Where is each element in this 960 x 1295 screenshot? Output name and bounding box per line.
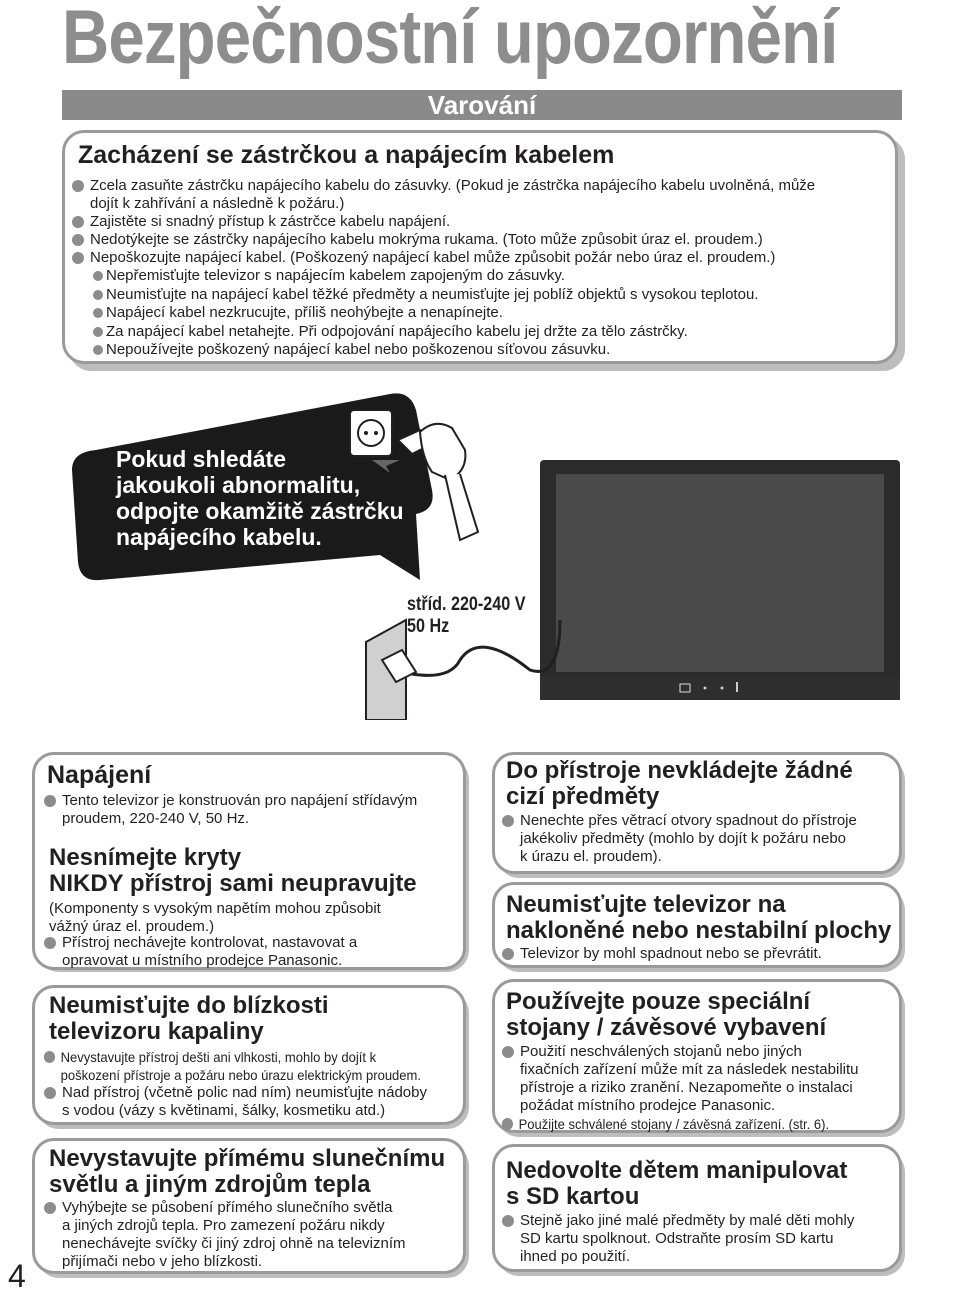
page-title: Bezpečnostní upozornění [62, 0, 838, 80]
list-item: Zajistěte si snadný přístup k zástrčce kabelu napájení. [70, 213, 890, 231]
list-item: Zcela zasuňte zástrčku napájecího kabelu do zásuvky. (Pokud je zástrčka napájecího kabelu uvolněná, může dojít k zahřívání a následně k požáru.) [70, 177, 890, 213]
list-item: Nad přístroj (včetně polic nad ním) neumisťujte nádoby s vodou (vázy s květinami, šálky, kosmetiku atd.) [42, 1084, 472, 1120]
unplug-illustration [60, 380, 920, 720]
tv-icon [540, 460, 900, 700]
liquids-list [42, 1048, 472, 1120]
sub-list-item: Nepřemisťujte televizor s napájecím kabelem zapojeným do zásuvky. [90, 267, 890, 286]
sunlight-list [42, 1199, 462, 1271]
bullet-icon [93, 271, 103, 281]
list-item: Nedotýkejte se zástrčky napájecího kabelu mokrýma rukama. (Toto může způsobit úraz el. proudem.) [70, 231, 890, 249]
plug-section-heading: Zacházení se zástrčkou a napájecím kabelem [78, 141, 615, 169]
bullet-icon [72, 180, 84, 192]
bullet-icon [93, 345, 103, 355]
bullet-icon [502, 1118, 513, 1130]
unstable-list [500, 945, 900, 963]
list-item: Nevystavujte přístroj dešti ani vlhkosti, mohlo by dojít k poškození přístroje a požáru nebo úrazu elektrickým proudem. [42, 1048, 442, 1084]
bullet-icon [44, 1087, 56, 1099]
sub-list-item: Napájecí kabel nezkrucujte, příliš neohýbejte a nenapínejte. [90, 304, 890, 323]
bullet-icon [93, 290, 103, 300]
list-item: Nepoškozujte napájecí kabel. (Poškozený napájecí kabel může způsobit požár nebo úraz el. proudem.) [70, 249, 890, 267]
warning-bar-label: Varování [427, 90, 537, 120]
bullet-icon [502, 815, 514, 827]
foreign-list [500, 812, 900, 866]
list-item: Přístroj nechávejte kontrolovat, nastavovat a opravovat u místního prodejce Panasonic. [42, 934, 462, 970]
covers-note: (Komponenty s vysokým napětím mohou způsobit vážný úraz el. proudem.) [49, 900, 381, 935]
power-list [42, 792, 462, 828]
sub-list-item: Nepoužívejte poškozený napájecí kabel nebo poškozenou síťovou zásuvku. [90, 341, 890, 360]
page-number: 4 [8, 1258, 26, 1294]
stands-list [500, 1043, 900, 1133]
bullet-icon [72, 216, 84, 228]
foreign-heading: Do přístroje nevkládejte žádné cizí předměty [506, 757, 853, 810]
bullet-icon [93, 327, 103, 337]
stands-heading: Používejte pouze speciální stojany / závěsové vybavení [506, 988, 827, 1041]
abnormal-warning-text: Pokud shledáte jakoukoli abnormalitu, odpojte okamžitě zástrčku napájecího kabelu. [116, 446, 404, 550]
bullet-icon [44, 937, 56, 949]
power-spec-label: stříd. 220-240 V 50 Hz [407, 594, 526, 637]
bullet-icon [502, 1215, 514, 1227]
liquids-heading: Neumisťujte do blízkosti televizoru kapaliny [49, 992, 329, 1045]
list-item: Nenechte přes větrací otvory spadnout do přístroje jakékoliv předměty (mohlo by dojít k požáru nebo k úrazu el. proudem). [500, 812, 900, 866]
bullet-icon [502, 1046, 514, 1058]
list-item: Použijte schválené stojany / závěsná zařízení. (str. 6). [500, 1115, 872, 1133]
list-item: Vyhýbejte se působení přímého slunečního světla a jiných zdrojů tepla. Pro zamezení požáru nikdy nenechávejte svíčky či jiný zdroj ohně na televizním přijímači nebo v jeho blízkosti. [42, 1199, 462, 1271]
plug-section-list [70, 177, 890, 360]
sub-list-item: Neumisťujte na napájecí kabel těžké předměty a neumisťujte jej poblíž objektů s vysokou teplotou. [90, 286, 890, 305]
sdcard-heading: Nedovolte dětem manipulovat s SD kartou [506, 1157, 848, 1210]
list-item: Stejně jako jiné malé předměty by malé děti mohly SD kartu spolknout. Odstraňte prosím SD kartu ihned po použití. [500, 1212, 900, 1266]
sunlight-heading: Nevystavujte přímému slunečnímu světlu a jiným zdrojům tepla [49, 1145, 446, 1198]
bullet-icon [72, 234, 84, 246]
sdcard-list [500, 1212, 900, 1266]
bullet-icon [44, 1051, 55, 1063]
list-item: Televizor by mohl spadnout nebo se převrátit. [500, 945, 900, 963]
warning-bar [62, 90, 902, 120]
bullet-icon [44, 1202, 56, 1214]
bullet-icon [93, 308, 103, 318]
sub-list-item: Za napájecí kabel netahejte. Při odpojování napájecího kabelu jej držte za tělo zástrčky. [90, 323, 890, 342]
bullet-icon [502, 948, 514, 960]
list-item: Tento televizor je konstruován pro napájení střídavým proudem, 220-240 V, 50 Hz. [42, 792, 462, 828]
bullet-icon [72, 252, 84, 264]
list-item: Použití neschválených stojanů nebo jiných fixačních zařízení může mít za následek nestabilitu přístroje a riziko zranění. Nezapomeňte o instalaci požádat místního prodejce Panasonic. [500, 1043, 900, 1115]
unstable-heading: Neumisťujte televizor na nakloněné nebo nestabilní plochy [506, 891, 892, 944]
covers-list [42, 934, 462, 970]
power-heading: Napájení [47, 761, 152, 789]
covers-heading: Nesnímejte kryty NIKDY přístroj sami neupravujte [49, 844, 417, 897]
sub-list [70, 267, 890, 360]
bullet-icon [44, 795, 56, 807]
